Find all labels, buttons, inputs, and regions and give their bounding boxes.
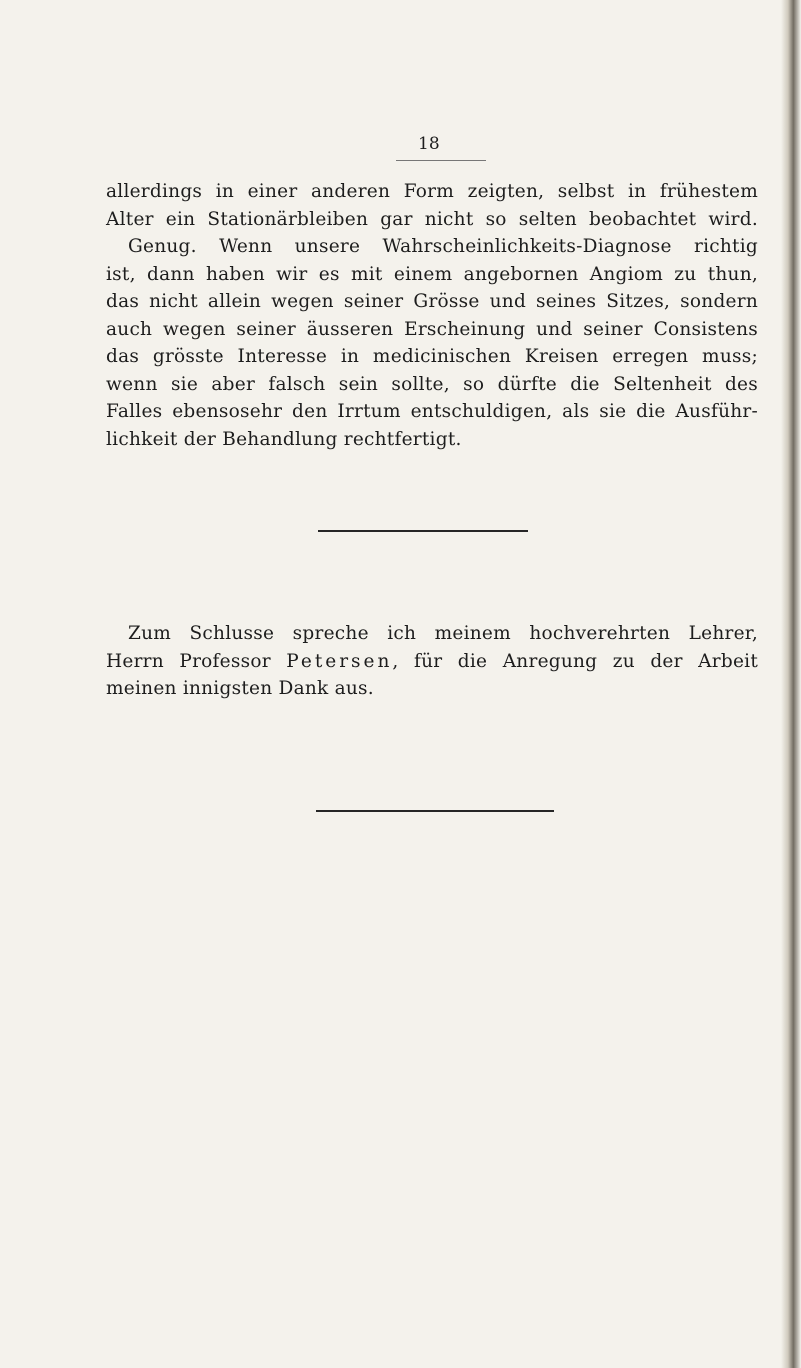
paragraph-line: das nicht allein wegen seiner Grösse und seines Sitzes, sondern — [106, 291, 758, 312]
paragraph-line: wenn sie aber falsch sein sollte, so dürfte die Seltenheit des — [106, 373, 758, 395]
paragraph-line: Alter ein Stationärbleiben gar nicht so selten beobachtet wird. — [106, 208, 758, 230]
acknowledgement-line: meinen innigsten Dank aus. — [106, 678, 374, 699]
paragraph-line: Falles ebensosehr den Irrtum entschuldigen, als sie die Ausführ- — [106, 401, 758, 422]
section-divider — [318, 530, 528, 532]
paragraph-line: lichkeit der Behandlung rechtfertigt. — [106, 428, 462, 450]
acknowledgement-line: Zum Schlusse spreche ich meinem hochverehrten Lehrer, — [128, 623, 758, 644]
page-number-text: 18 — [418, 134, 440, 154]
paragraph-line: auch wegen seiner äusseren Erscheinung und seiner Consistens — [106, 318, 758, 340]
professor-name: Petersen — [286, 650, 393, 672]
main-paragraph — [106, 178, 758, 453]
acknowledgement-paragraph — [106, 620, 758, 703]
paragraph-line: allerdings in einer anderen Form zeigten, selbst in frühestem — [106, 181, 758, 202]
line-text-before-name: Herrn Professor — [106, 650, 287, 672]
paragraph-line: ist, dann haben wir es mit einem angebornen Angiom zu thun, — [106, 263, 758, 285]
end-divider — [316, 810, 554, 812]
line-text-after-name: , für die Anregung zu der Arbeit — [392, 650, 758, 672]
page-number — [396, 132, 486, 161]
paragraph-line: Genug. Wenn unsere Wahrscheinlichkeits-Diagnose richtig — [128, 236, 758, 257]
page-edge-shadow — [781, 0, 801, 1368]
acknowledgement-line — [106, 648, 758, 676]
paragraph-line: das grösste Interesse in medicinischen Kreisen erregen muss; — [106, 346, 758, 367]
